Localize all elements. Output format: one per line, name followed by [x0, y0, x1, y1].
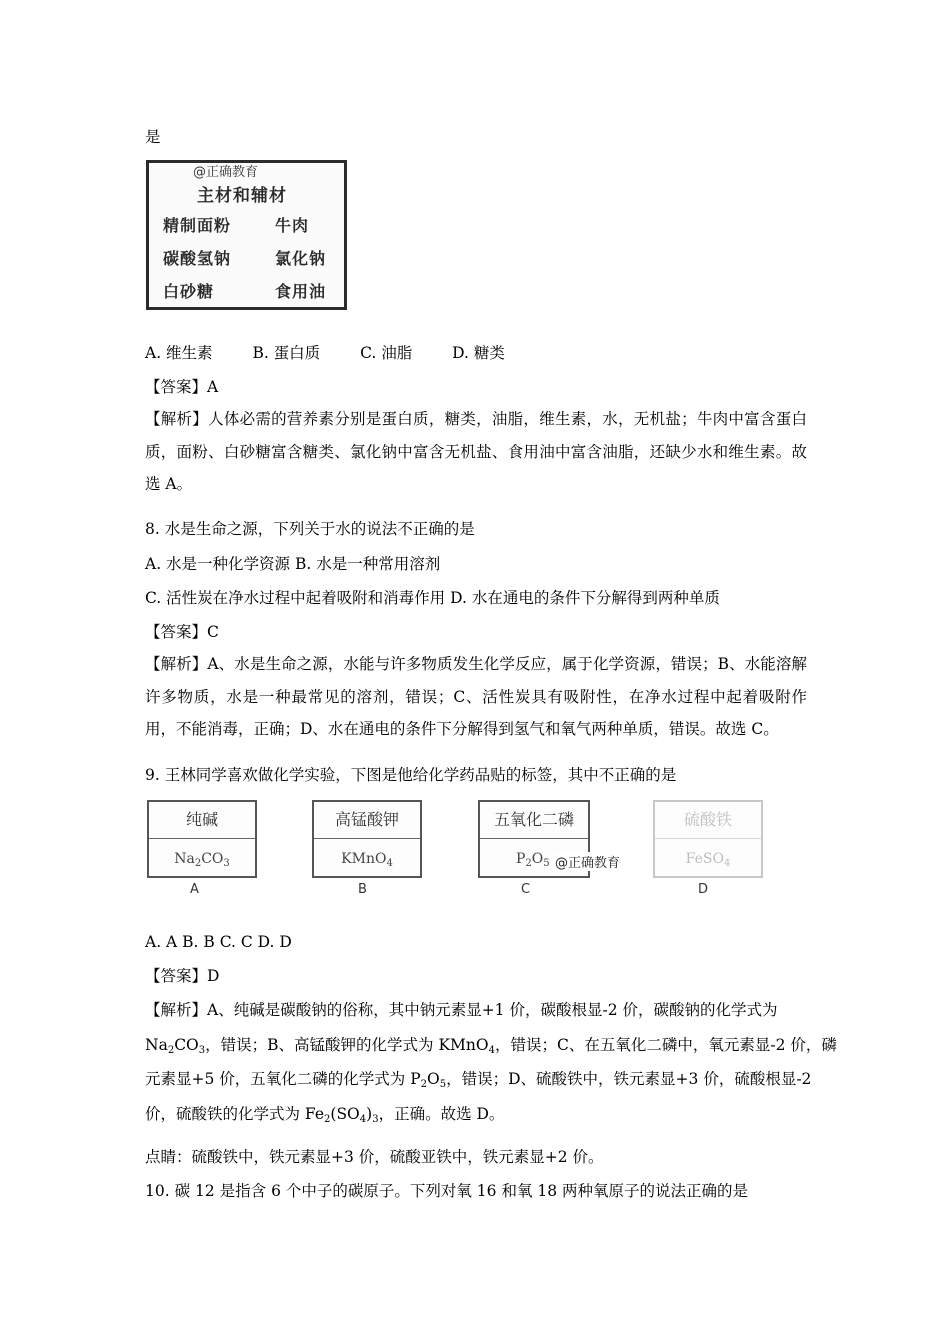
ingredient-item: 食用油 — [275, 282, 327, 301]
question-9-comment: 点睛：硫酸铁中，铁元素显+3 价，硫酸亚铁中，铁元素显+2 价。 — [145, 1148, 604, 1166]
label-letter: B — [358, 882, 367, 897]
chemical-label-b — [312, 800, 422, 878]
question-8-answer: 【答案】C — [145, 623, 219, 641]
question-9-analysis-line1: 【解析】A、纯碱是碳酸钠的俗称，其中钠元素显+1 价，碳酸根显-2 价，碳酸钠的化学式为 — [145, 1001, 778, 1019]
ingredient-label-title: 主材和辅材 — [197, 186, 287, 206]
ingredient-item: 精制面粉 — [163, 216, 232, 235]
option-b: B. 蛋白质 — [252, 344, 321, 362]
option-c: C. 油脂 — [360, 344, 413, 362]
question-10-stem: 10. 碳 12 是指含 6 个中子的碳原子。下列对氧 16 和氧 18 两种氧原子的说法正确的是 — [145, 1182, 749, 1200]
question-7-analysis: 【解析】人体必需的营养素分别是蛋白质，糖类，油脂，维生素，水，无机盐；牛肉中富含蛋白质，面粉、白砂糖富含糖类、氯化钠中富含无机盐、食用油中富含油脂，还缺少水和维生素。故选 A。 — [145, 410, 807, 493]
ingredient-item: 氯化钠 — [275, 249, 327, 268]
question-7-stem-tail: 是 — [145, 128, 161, 146]
ingredient-label-image — [146, 160, 347, 310]
label-name: 硫酸铁 — [655, 802, 761, 839]
question-8-options-line2: C. 活性炭在净水过程中起着吸附和消毒作用 D. 水在通电的条件下分解得到两种单质 — [145, 589, 720, 607]
label-formula: $Na_2CO_3$ — [174, 851, 230, 869]
label-name: 五氧化二磷 — [480, 802, 588, 839]
label-formula: FeSO$_4$ — [685, 851, 731, 869]
question-9-answer: 【答案】D — [145, 967, 220, 985]
label-name: 纯碱 — [149, 802, 255, 839]
question-7-answer: 【答案】A — [145, 378, 219, 396]
ingredient-item: 碳酸氢钠 — [163, 249, 232, 268]
question-8-stem: 8. 水是生命之源，下列关于水的说法不正确的是 — [145, 520, 475, 538]
watermark: @正确教育 — [553, 852, 622, 871]
option-d: D. 糖类 — [452, 344, 505, 362]
question-8-options-line1: A. 水是一种化学资源 B. 水是一种常用溶剂 — [145, 555, 441, 573]
label-formula: KMnO$_4$ — [341, 851, 393, 869]
label-letter: C — [521, 882, 531, 897]
question-9-stem: 9. 王林同学喜欢做化学实验，下图是他给化学药品贴的标签，其中不正确的是 — [145, 766, 677, 784]
chemical-label-d — [653, 800, 763, 878]
watermark: @正确教育 — [193, 165, 259, 180]
question-9-analysis-line4: 价，硫酸铁的化学式为 $Fe_2(SO_4)_3$，正确。故选 D。 — [145, 1105, 505, 1125]
ingredient-item: 白砂糖 — [163, 282, 215, 301]
chemical-label-a — [147, 800, 257, 878]
question-9-analysis-line3: 元素显+5 价，五氧化二磷的化学式为 $P_2O_5$，错误；D、硫酸铁中，铁元素显+3 价，硫酸根显-2 — [145, 1070, 812, 1090]
option-a: A. 维生素 — [145, 344, 213, 362]
question-7-options — [145, 342, 505, 364]
question-8-analysis: 【解析】A、水是生命之源，水能与许多物质发生化学反应，属于化学资源，错误；B、水能溶解许多物质，水是一种最常见的溶剂，错误；C、活性炭具有吸附性，在净水过程中起着吸附作用，不能消毒，正确；D、水在通电的条件下分解得到氢气和氧气两种单质，错误。故选 C。 — [145, 655, 807, 738]
label-formula: $P_2O_5$ — [516, 851, 550, 869]
question-9-analysis-line2: $Na_2CO_3$，错误；B、高锰酸钾的化学式为 KMnO$_4$，错误；C、在五氧化二磷中，氧元素显-2 价，磷 — [145, 1036, 837, 1056]
label-letter: D — [698, 882, 709, 897]
label-letter: A — [190, 882, 199, 897]
question-9-options: A. A B. B C. C D. D — [145, 933, 292, 951]
ingredient-item: 牛肉 — [275, 216, 310, 235]
label-name: 高锰酸钾 — [314, 802, 420, 839]
